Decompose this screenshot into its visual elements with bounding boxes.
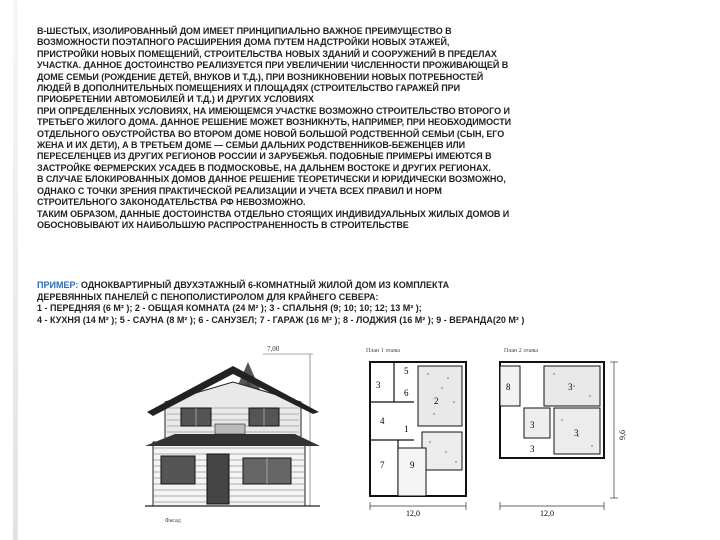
example-line-3: 1 - ПЕРЕДНЯЯ (6 М² ); 2 - ОБЩАЯ КОМНАТА (24 М² ); 3 - СПАЛЬНЯ (9; 10; 10; 12; 13 М² );	[37, 303, 422, 313]
plan2-title: План 2 этажа	[504, 348, 538, 354]
plan1-room-label: 7	[380, 460, 385, 470]
paragraph-blocked-houses: В СЛУЧАЕ БЛОКИРОВАННЫХ ДОМОВ ДАННОЕ РЕШЕНИЕ ТЕОРЕТИЧЕСКИ И ЮРИДИЧЕСКИ ВОЗМОЖНО, ОДНАКО С ТОЧКИ ЗРЕНИЯ ПРАКТИЧЕСКОЙ РЕАЛИЗАЦИИ И УЧЕТА ВСЕХ ПРАВИЛ И НОРМ СТРОИТЕЛЬНОГО ЗАКОНОДАТЕЛЬСТВА РФ НЕВОЗМОЖНО.	[37, 174, 506, 208]
plan1-title: План 1 этажа	[366, 348, 400, 354]
plan-depth-label: 9,6	[618, 430, 627, 440]
house-facade-drawing	[145, 342, 320, 532]
example-line-1: ПРИМЕР: ОДНОКВАРТИРНЫЙ ДВУХЭТАЖНЫЙ 6-КОМНАТНЫЙ ЖИЛОЙ ДОМ ИЗ КОМПЛЕКТА	[37, 280, 450, 290]
plan1-room-label: 6	[404, 388, 409, 398]
example-label: ПРИМЕР:	[37, 280, 79, 290]
plan1-room-label: 1	[404, 424, 409, 434]
paragraph-second-house: ПРИ ОПРЕДЕЛЕННЫХ УСЛОВИЯХ, НА ИМЕЮЩЕМСЯ УЧАСТКЕ ВОЗМОЖНО СТРОИТЕЛЬСТВО ВТОРОГО И ТРЕТЬЕГО ЖИЛОГО ДОМА. ДАННОЕ РЕШЕНИЕ МОЖЕТ ВОЗНИКНУТЬ, НАПРИМЕР, ПРИ НЕОБХОДИМОСТИ ОТДЕЛЬНОГО ОБУСТРОЙСТВА ВО ВТОРОМ ДОМЕ НОВОЙ БОЛЬШОЙ РОДСТВЕННОЙ СЕМЬИ (СЫН, ЕГО ЖЕНА И ИХ ДЕТИ), А В ТРЕТЬЕМ ДОМЕ — СЕМЬИ ДАЛЬНИХ РОДСТВЕННИКОВ-БЕЖЕНЦЕВ ИЛИ ПЕРЕСЕЛЕНЦЕВ ИЗ ДРУГИХ РЕГИОНОВ РОССИИ И ЗАРУБЕЖЬЯ. ПОДОБНЫЕ ПРИМЕРЫ ИМЕЮТСЯ В ЗАСТРОЙКЕ ФЕРМЕРСКИХ УСАДЕБ В ПОДМОСКОВЬЕ, НА ДАЛЬНЕМ ВОСТОКЕ И ДРУГИХ РЕГИОНАХ.	[37, 105, 512, 173]
plan2-room-label: 3	[530, 444, 535, 454]
paragraph-conclusion: ТАКИМ ОБРАЗОМ, ДАННЫЕ ДОСТОИНСТВА ОТДЕЛЬНО СТОЯЩИХ ИНДИВИДУАЛЬНЫХ ЖИЛЫХ ДОМОВ И ОБОСНОВЫВАЮТ ИХ НАИБОЛЬШУЮ РАСПРОСТРАНЕННОСТЬ В СТРОИТЕЛЬСТВЕ	[37, 208, 510, 230]
plan2-room-label: 3	[530, 420, 535, 430]
floor-plan-1	[358, 344, 486, 520]
plan1-room-label: 3	[376, 380, 381, 390]
plan2-room-label: 8	[506, 382, 511, 392]
plan1-room-label: 5	[404, 366, 409, 376]
plan1-room-label: 2	[434, 396, 439, 406]
plan2-width-label: 12,0	[540, 509, 554, 518]
plan1-room-label: 9	[410, 460, 415, 470]
example-block	[37, 280, 697, 326]
plan2-room-label: 3	[574, 428, 579, 438]
plan2-room-label: 3	[568, 382, 573, 392]
plan1-width-label: 12,0	[406, 509, 420, 518]
facade-caption: Фасад	[165, 518, 181, 524]
example-line-4: 4 - КУХНЯ (14 М² ); 5 - САУНА (8 М² ); 6 - САНУЗЕЛ; 7 - ГАРАЖ (16 М² ); 8 - ЛОДЖИЯ (16 М² ); 9 - ВЕРАНДА(20 М² )	[37, 314, 525, 325]
left-decorative-bar	[13, 0, 18, 540]
main-text	[37, 26, 697, 231]
floor-plan-2	[494, 344, 630, 520]
paragraph-expansion: В-ШЕСТЫХ, ИЗОЛИРОВАННЫЙ ДОМ ИМЕЕТ ПРИНЦИПИАЛЬНО ВАЖНОЕ ПРЕИМУЩЕСТВО В ВОЗМОЖНОСТИ ПОЭТАПНОГО РАСШИРЕНИЯ ДОМА ПУТЕМ НАДСТРОЙКИ НОВЫХ ЭТАЖЕЙ, ПРИСТРОЙКИ НОВЫХ ПОМЕЩЕНИЙ, СТРОИТЕЛЬСТВА НОВЫХ ЗДАНИЙ И СООРУЖЕНИЙ В ПРЕДЕЛАХ УЧАСТКА. ДАННОЕ ДОСТОИНСТВО РЕАЛИЗУЕТСЯ ПРИ УВЕЛИЧЕНИИ ЧИСЛЕННОСТИ ПРОЖИВАЮЩЕЙ В ДОМЕ СЕМЬИ (РОЖДЕНИЕ ДЕТЕЙ, ВНУКОВ И Т.Д.), ПРИ ВОЗНИКНОВЕНИИ НОВЫХ ПОТРЕБНОСТЕЙ ЛЮДЕЙ В ДОПОЛНИТЕЛЬНЫХ ПОМЕЩЕНИЯХ И ПЛОЩАДЯХ (СТРОИТЕЛЬСТВО ГАРАЖЕЙ ПРИ ПРИОБРЕТЕНИИ АВТОМОБИЛЕЙ И Т.Д.) И ДРУГИХ УСЛОВИЯХ	[37, 26, 509, 105]
example-line-2: ДЕРЕВЯННЫХ ПАНЕЛЕЙ С ПЕНОПОЛИСТИРОЛОМ ДЛЯ КРАЙНЕГО СЕВЕРА:	[37, 291, 379, 302]
facade-height-label: 7,00	[267, 345, 280, 353]
plan1-room-label: 4	[380, 416, 385, 426]
